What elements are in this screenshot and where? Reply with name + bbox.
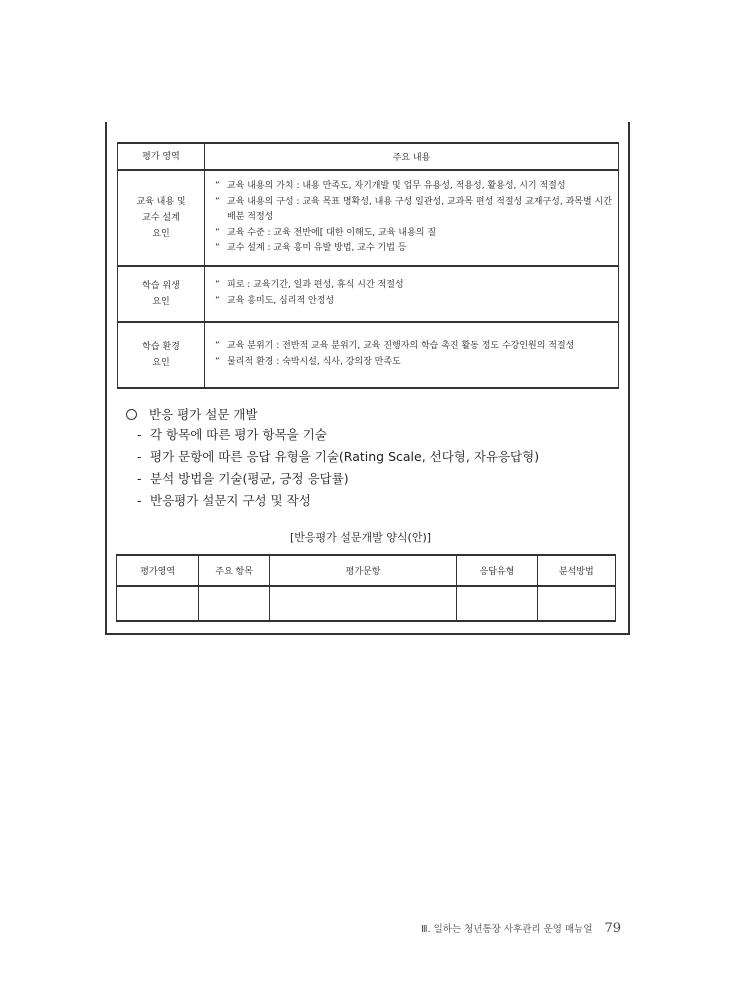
list-item: ” 교육 내용의 가치 : 내용 만족도, 자기개발 및 업무 유용성, 적용성, 활용성, 시기 적절성 (215, 179, 612, 195)
section-heading: 반응 평가 설문 개발 (126, 404, 539, 424)
table-cell (199, 586, 269, 621)
table-caption: [반응평가 설문개발 양식(안)] (290, 531, 432, 544)
list-item: ” 물리적 환경 : 숙박시설, 식사, 강의장 만족도 (215, 355, 612, 371)
dash-icon: - (137, 471, 142, 486)
row-category: 교육 내용 및 교수 설계 요인 (118, 170, 205, 266)
survey-form-table (116, 554, 616, 622)
row-content (205, 322, 619, 388)
list-item: - 각 항목에 따른 평가 항목을 기술 (126, 424, 539, 446)
dash-icon: - (137, 493, 142, 508)
page-footer (421, 921, 621, 936)
list-item: - 분석 방법을 기술(평균, 긍정 응답률) (126, 468, 539, 490)
list-item: - 반응평가 설문지 구성 및 작성 (126, 490, 539, 512)
list-item: ” 교육 분위기 : 전반적 교육 분위기, 교육 진행자의 학습 촉진 활동 정도 수강인원의 적절성 (215, 339, 612, 355)
table-header: 평가문항 (269, 555, 456, 586)
table-cell (537, 586, 615, 621)
list-item: - 평가 문항에 따른 응답 유형을 기술(Rating Scale, 선다형, 자유응답형) (126, 446, 539, 468)
footer-title: Ⅲ. 일하는 청년통장 사후관리 운영 매뉴얼 (421, 924, 593, 935)
table-row (118, 170, 619, 266)
table-header-area: 평가 영역 (118, 143, 205, 170)
reaction-survey-section (126, 404, 539, 512)
table-row (117, 586, 616, 621)
list-item: ” 피로 : 교육기간, 일과 편성, 휴식 시간 적절성 (215, 278, 612, 294)
evaluation-area-table (117, 142, 619, 389)
table-row (118, 322, 619, 388)
table-cell (457, 586, 537, 621)
row-content (205, 170, 619, 266)
list-item: ” 교육 흥미도, 심리적 안정성 (215, 294, 612, 310)
list-item: ” 교수 설계 : 교육 흥미 유발 방법, 교수 기법 등 (215, 241, 612, 257)
table-header: 응답유형 (457, 555, 537, 586)
table-row (118, 266, 619, 322)
page-number: 79 (604, 921, 622, 936)
dash-icon: - (137, 427, 142, 442)
bullet-list (126, 424, 539, 512)
table-cell (269, 586, 456, 621)
circle-bullet-icon (126, 409, 137, 420)
table-header-content: 주요 내용 (205, 143, 619, 170)
table-header: 평가영역 (117, 555, 199, 586)
row-category: 학습 환경 요인 (118, 322, 205, 388)
table-cell (117, 586, 199, 621)
list-item: ” 교육 수준 : 교육 전반에[ 대한 이해도, 교육 내용의 질 (215, 226, 612, 242)
table-header: 분석방법 (537, 555, 615, 586)
list-item: ” 교육 내용의 구성 : 교육 목표 명확성, 내용 구성 일관성, 교과목 편성 적절성 교재구성, 과목별 시간배분 적정성 (215, 195, 612, 226)
dash-icon: - (137, 449, 142, 464)
row-content (205, 266, 619, 322)
table-header: 주요 항목 (199, 555, 269, 586)
row-category: 학습 위생 요인 (118, 266, 205, 322)
